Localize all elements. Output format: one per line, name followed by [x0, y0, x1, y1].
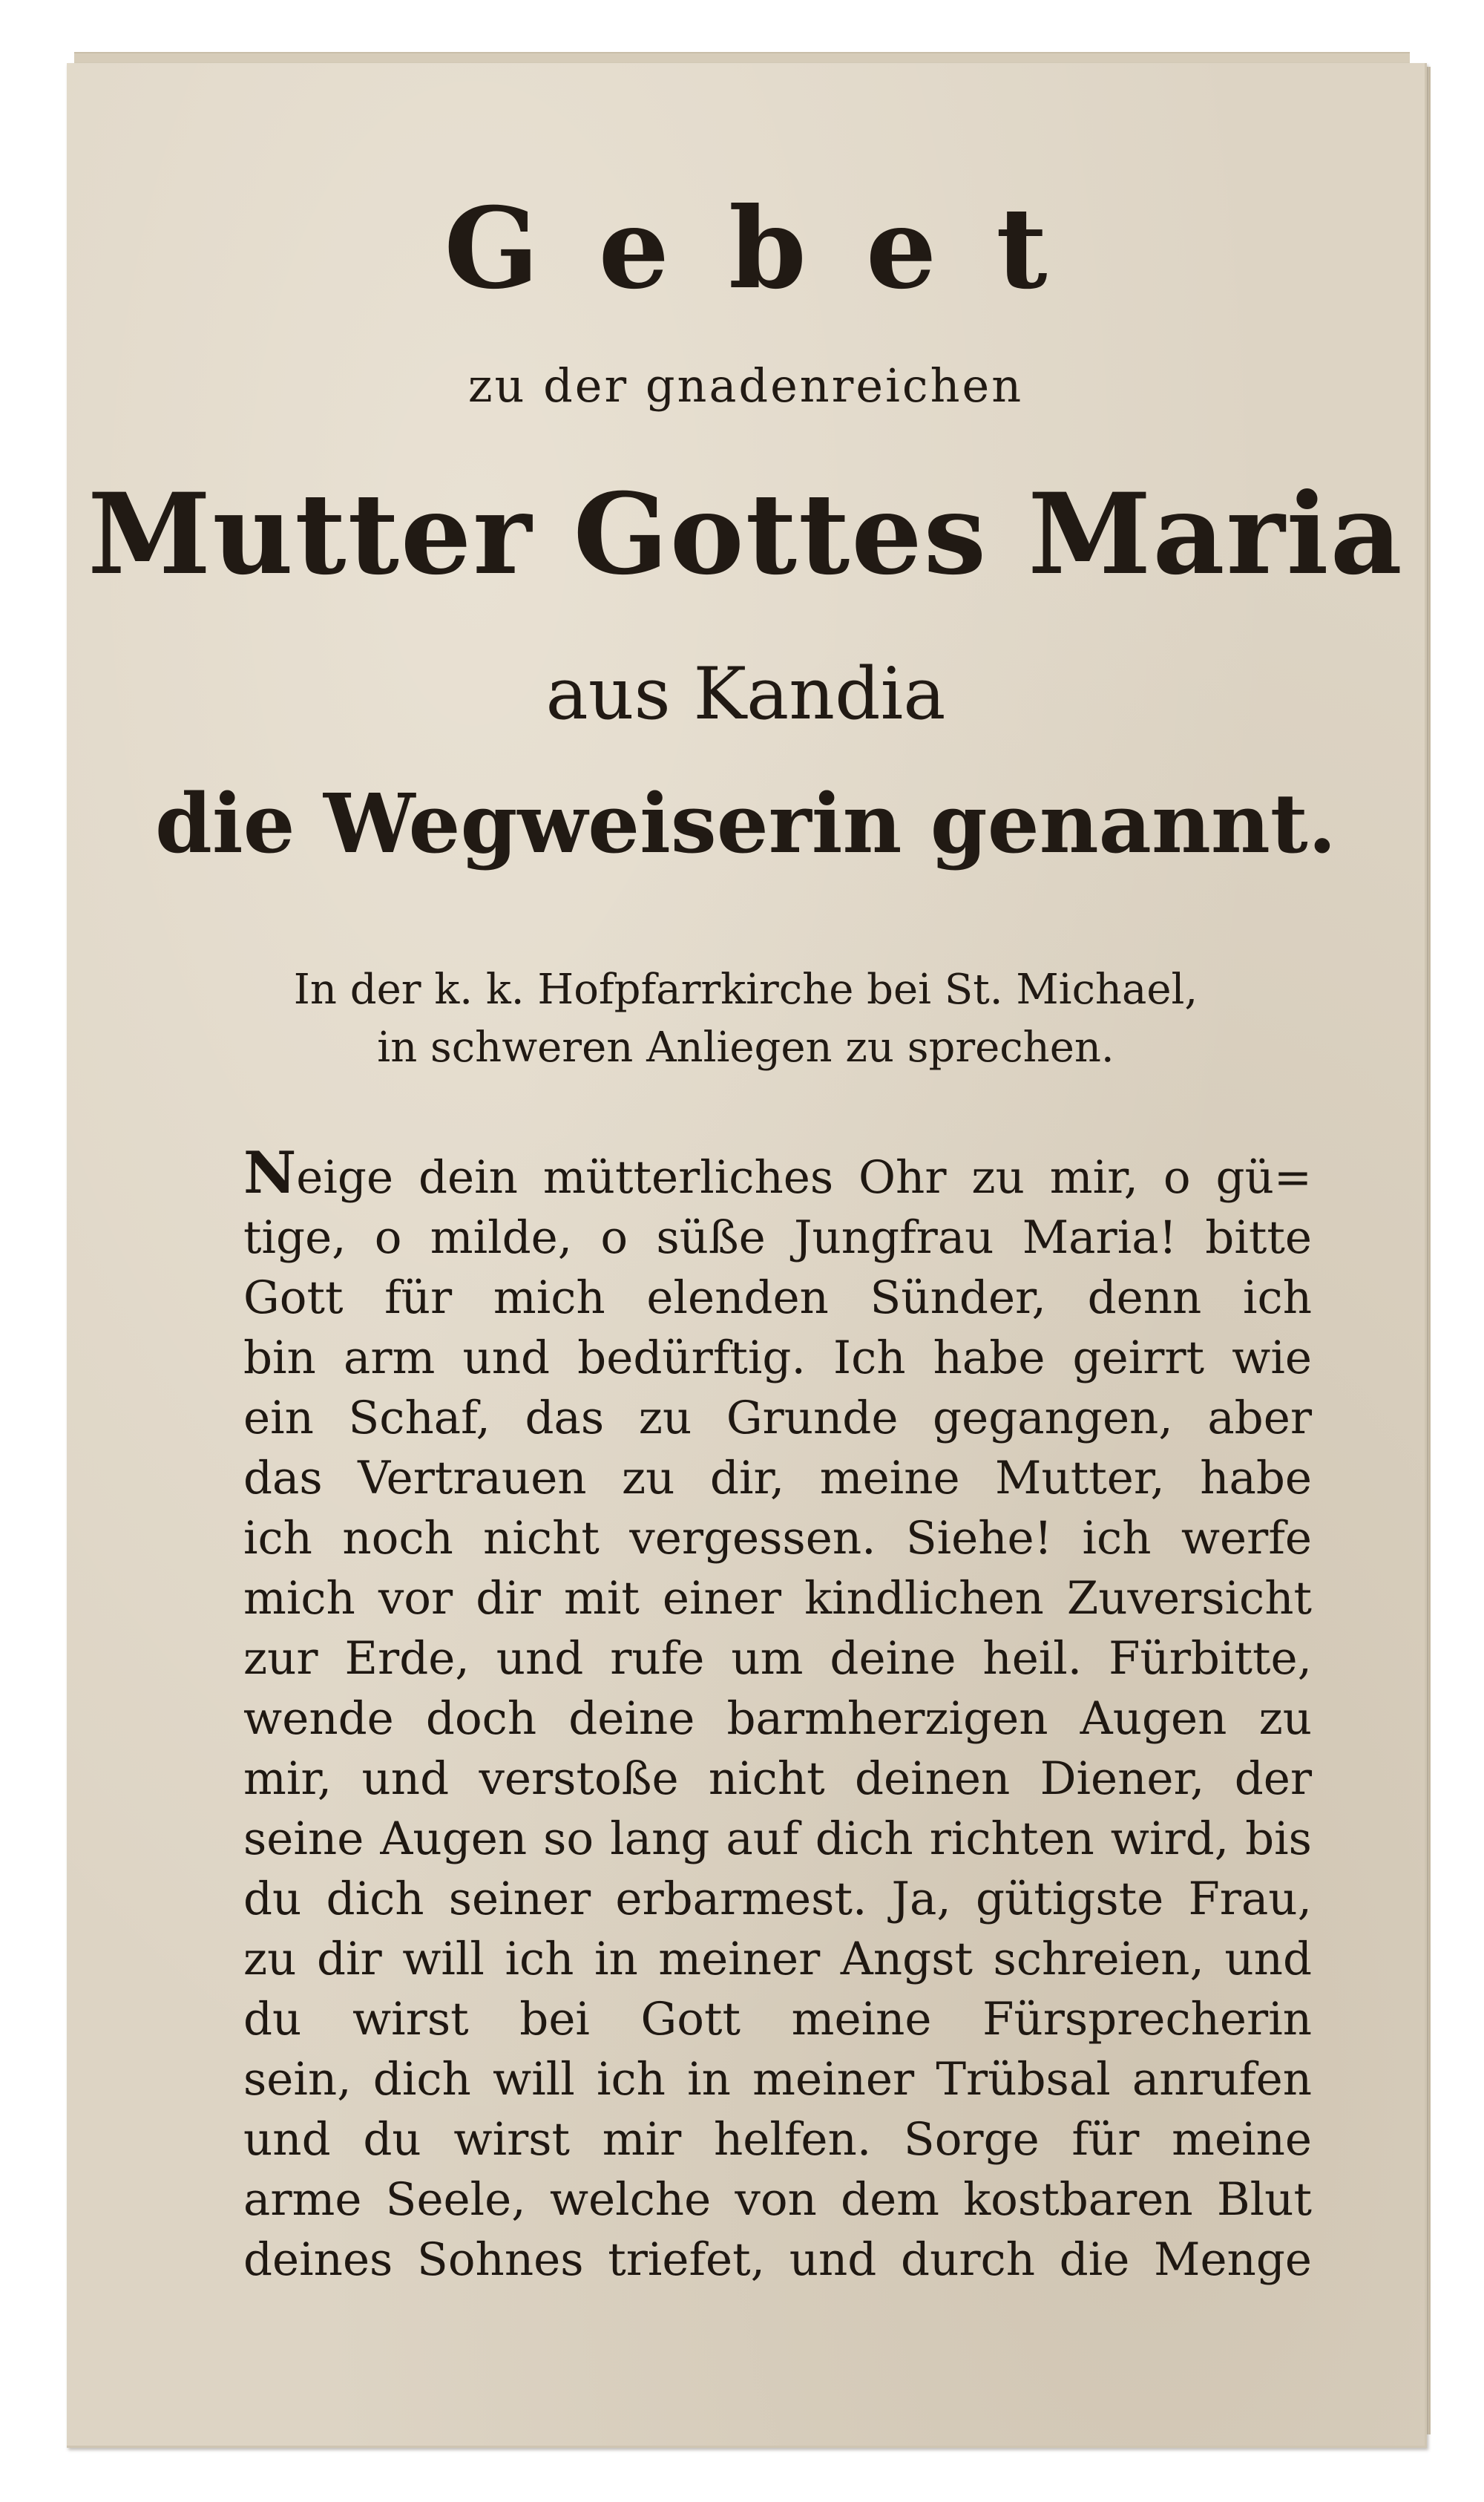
body-line-1: Neige dein mütterliches Ohr zu mir, o gü=	[243, 1139, 1312, 1207]
body-line-7: ich noch nicht vergessen. Siehe! ich werfe	[243, 1512, 1312, 1565]
body-line-2: tige, o milde, o süße Jungfrau Maria! bitte	[243, 1211, 1312, 1264]
subtitle-line-1: In der k. k. Hofpfarrkirche bei St. Michael,	[293, 966, 1198, 1014]
body-line-17: und du wirst mir helfen. Sorge für meine	[243, 2113, 1312, 2166]
main-title: Mutter Gottes Maria	[88, 469, 1404, 600]
title-origin: aus Kandia	[545, 652, 946, 736]
body-line-16: sein, dich will ich in meiner Trübsal anrufen	[243, 2053, 1312, 2106]
body-line-4: bin arm und bedürftig. Ich habe geirrt wie	[243, 1332, 1312, 1384]
drop-initial: N	[243, 1139, 297, 1207]
body-line-9: zur Erde, und rufe um deine heil. Fürbitte,	[243, 1632, 1312, 1685]
body-line-13: du dich seiner erbarmest. Ja, gütigste Frau,	[243, 1873, 1312, 1925]
body-line-18: arme Seele, welche von dem kostbaren Blut	[243, 2173, 1312, 2226]
document-title: Gebet	[444, 183, 1107, 314]
prayer-body	[243, 1139, 1312, 2290]
body-line-10: wende doch deine barmherzigen Augen zu	[243, 1692, 1312, 1745]
subtitle-line-2: in schweren Anliegen zu sprechen.	[377, 1024, 1114, 1072]
body-line-3: Gott für mich elenden Sünder, denn ich	[243, 1271, 1312, 1324]
title-epithet: die Wegweiserin genannt.	[154, 776, 1337, 871]
body-line-15: du wirst bei Gott meine Fürsprecherin	[243, 1993, 1312, 2046]
body-line-14: zu dir will ich in meiner Angst schreien, und	[243, 1933, 1312, 1985]
body-line-19: deines Sohnes triefet, und durch die Menge	[243, 2233, 1312, 2286]
body-line-12: seine Augen so lang auf dich richten wird, bis	[243, 1812, 1312, 1865]
body-line-8: mich vor dir mit einer kindlichen Zuversicht	[243, 1572, 1312, 1625]
body-line-11: mir, und verstoße nicht deinen Diener, der	[243, 1752, 1312, 1805]
body-line-5: ein Schaf, das zu Grunde gegangen, aber	[243, 1392, 1312, 1444]
title-preposition: zu der gnadenreichen	[467, 358, 1024, 413]
body-line-6: das Vertrauen zu dir, meine Mutter, habe	[243, 1452, 1312, 1504]
subtitle	[67, 961, 1425, 1077]
